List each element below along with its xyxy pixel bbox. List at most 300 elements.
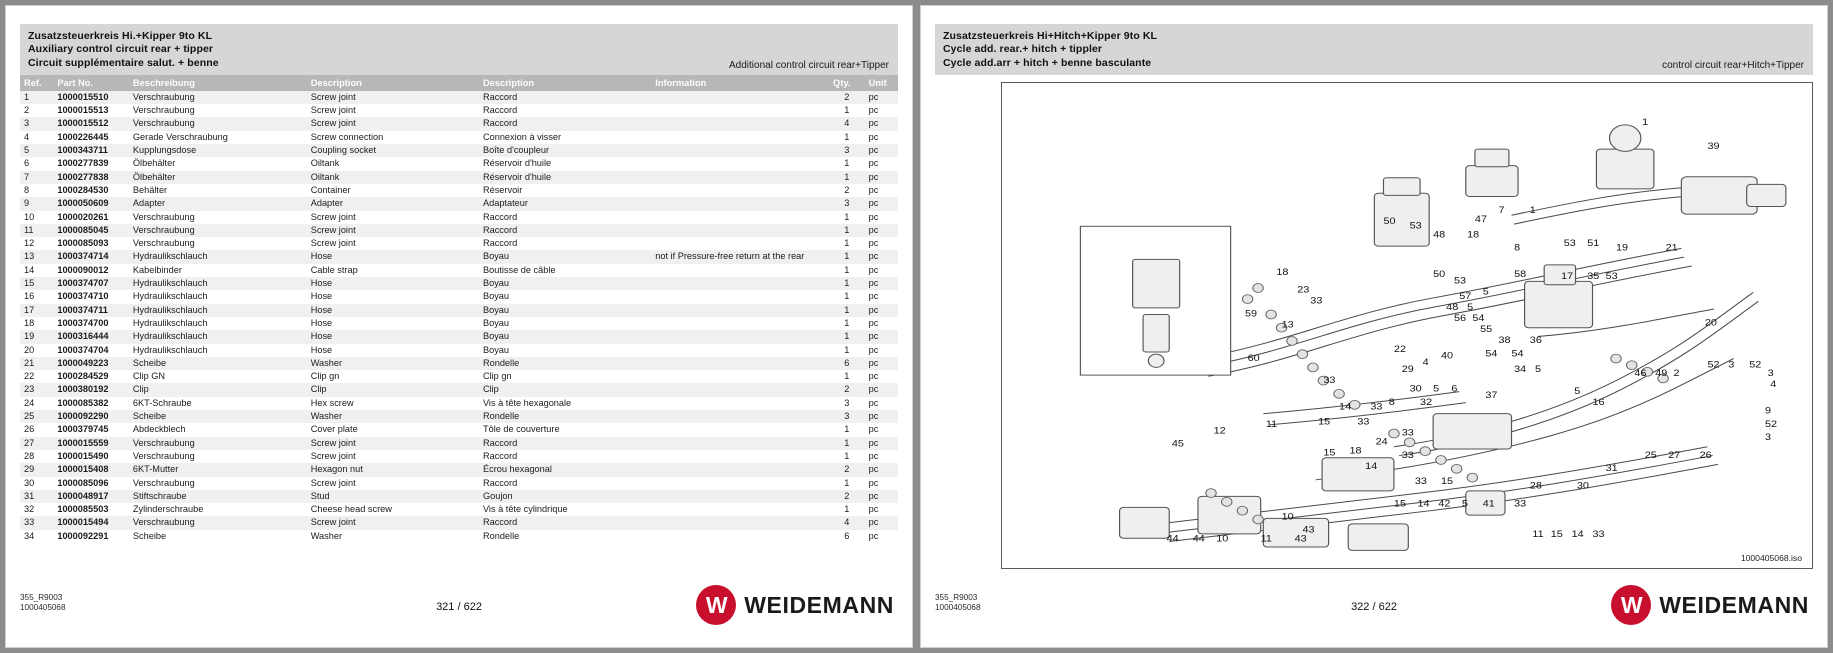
- col-header-unit[interactable]: Unit: [865, 75, 898, 91]
- table-header-row: [20, 75, 898, 91]
- cell-description-fr: Boyau: [482, 317, 510, 328]
- cell-qty: 3: [844, 198, 850, 209]
- cell-description-de: Hydraulikschlauch: [132, 251, 208, 262]
- cell-unit: pc: [868, 278, 879, 289]
- cell-information: [651, 357, 829, 370]
- cell-information: [651, 410, 829, 423]
- svg-text:5: 5: [1467, 302, 1474, 313]
- cell-description-fr: Réservoir d'huile: [482, 171, 552, 182]
- cell-description-en: Washer: [310, 530, 343, 541]
- cell-part-no: 1000085045: [57, 224, 109, 235]
- cell-description-en: Hexagon nut: [310, 464, 363, 475]
- cell-qty: 3: [844, 397, 850, 408]
- svg-text:53: 53: [1563, 238, 1576, 249]
- svg-text:8: 8: [1388, 397, 1395, 408]
- cell-description-de: Verschraubung: [132, 91, 195, 102]
- svg-text:13: 13: [1281, 320, 1294, 331]
- schematic-hoses: [1159, 188, 1759, 545]
- cell-information: [651, 383, 829, 396]
- table-row[interactable]: [20, 437, 898, 450]
- cell-unit: pc: [868, 131, 879, 142]
- cell-unit: pc: [868, 224, 879, 235]
- cell-description-en: Screw joint: [310, 238, 356, 249]
- table-row[interactable]: [20, 330, 898, 343]
- cell-part-no: 1000085093: [57, 238, 109, 249]
- weidemann-w-icon: W: [696, 585, 736, 625]
- cell-description-de: Zylinderschraube: [132, 504, 204, 515]
- col-header-en[interactable]: Description: [307, 75, 479, 91]
- svg-text:18: 18: [1276, 267, 1289, 278]
- table-row[interactable]: [20, 290, 898, 303]
- table-row[interactable]: [20, 264, 898, 277]
- cell-unit: pc: [868, 397, 879, 408]
- table-row[interactable]: [20, 157, 898, 170]
- table-row[interactable]: [20, 503, 898, 516]
- schematic-svg: [1002, 83, 1812, 568]
- cell-information: [651, 423, 829, 436]
- cell-description-en: Hose: [310, 278, 333, 289]
- col-header-info[interactable]: Information: [651, 75, 829, 91]
- cell-part-no: 1000049223: [57, 357, 109, 368]
- cell-ref: 21: [24, 357, 35, 368]
- cell-qty: 2: [844, 490, 850, 501]
- cell-information: [651, 530, 829, 543]
- cell-description-fr: Clip: [482, 384, 499, 395]
- svg-text:59: 59: [1245, 309, 1258, 320]
- svg-text:44: 44: [1192, 534, 1205, 545]
- cell-information: [651, 516, 829, 529]
- right-page-number: 322 / 622: [1351, 601, 1397, 613]
- cell-unit: pc: [868, 344, 879, 355]
- cell-description-en: Hose: [310, 304, 333, 315]
- cell-part-no: 1000015494: [57, 517, 109, 528]
- table-row[interactable]: [20, 277, 898, 290]
- cell-description-fr: Écrou hexagonal: [482, 464, 552, 475]
- cell-description-fr: Raccord: [482, 118, 518, 129]
- cell-ref: 15: [24, 278, 35, 289]
- cell-information: [651, 290, 829, 303]
- cell-description-fr: Boyau: [482, 344, 510, 355]
- cell-ref: 5: [24, 145, 30, 156]
- schematic-components: [1080, 125, 1785, 550]
- svg-text:53: 53: [1409, 221, 1422, 232]
- cell-qty: 2: [844, 184, 850, 195]
- cell-description-fr: Vis à tête cylindrique: [482, 504, 568, 515]
- right-title-line-de: Zusatzsteuerkreis Hi+Hitch+Kipper 9to KL: [943, 30, 1158, 42]
- svg-text:3: 3: [1764, 432, 1771, 443]
- cell-part-no: 1000015559: [57, 437, 109, 448]
- svg-text:11: 11: [1265, 419, 1278, 430]
- cell-description-de: Stiftschraube: [132, 490, 187, 501]
- cell-description-en: Adapter: [310, 198, 343, 209]
- svg-text:15: 15: [1323, 448, 1336, 459]
- svg-text:33: 33: [1514, 498, 1527, 510]
- cell-ref: 3: [24, 118, 30, 129]
- svg-text:43: 43: [1302, 525, 1315, 536]
- cell-unit: pc: [868, 184, 879, 195]
- cell-qty: 1: [844, 477, 850, 488]
- cell-part-no: 1000374700: [57, 317, 109, 328]
- cell-qty: 1: [844, 371, 850, 382]
- cell-qty: 6: [844, 357, 850, 368]
- svg-text:54: 54: [1485, 349, 1498, 360]
- cell-information: [651, 437, 829, 450]
- cell-part-no: 1000380192: [57, 384, 109, 395]
- cell-description-de: Ölbehälter: [132, 158, 176, 169]
- table-row[interactable]: [20, 344, 898, 357]
- cell-part-no: 1000015408: [57, 464, 109, 475]
- table-row[interactable]: [20, 423, 898, 436]
- cell-qty: 1: [844, 437, 850, 448]
- svg-text:43: 43: [1294, 534, 1307, 545]
- cell-description-de: Scheibe: [132, 411, 167, 422]
- svg-text:52: 52: [1764, 419, 1778, 430]
- cell-description-de: Clip: [132, 384, 149, 395]
- cell-description-de: Hydraulikschlauch: [132, 317, 208, 328]
- svg-text:55: 55: [1480, 324, 1493, 335]
- cell-ref: 29: [24, 464, 35, 475]
- right-title-line-fr: Cycle add.arr + hitch + benne basculante: [943, 56, 1152, 69]
- svg-text:31: 31: [1605, 463, 1618, 474]
- cell-qty: 1: [844, 304, 850, 315]
- cell-ref: 33: [24, 517, 35, 528]
- cell-part-no: 1000374710: [57, 291, 109, 302]
- table-row[interactable]: [20, 211, 898, 224]
- cell-description-de: Verschraubung: [132, 224, 195, 235]
- cell-description-en: Cable strap: [310, 264, 358, 275]
- svg-text:14: 14: [1339, 401, 1352, 413]
- cell-ref: 16: [24, 291, 35, 302]
- svg-text:11: 11: [1260, 534, 1272, 545]
- table-row[interactable]: [20, 144, 898, 157]
- cell-qty: 2: [844, 464, 850, 475]
- cell-information: [651, 197, 829, 210]
- svg-text:5: 5: [1461, 498, 1468, 510]
- svg-text:36: 36: [1529, 335, 1542, 346]
- col-header-ref[interactable]: Ref.: [20, 75, 53, 91]
- svg-text:18: 18: [1467, 230, 1480, 241]
- cell-qty: 1: [844, 158, 850, 169]
- cell-description-fr: Raccord: [482, 517, 518, 528]
- svg-text:26: 26: [1699, 450, 1712, 461]
- svg-text:14: 14: [1417, 498, 1430, 510]
- table-row[interactable]: [20, 370, 898, 383]
- cell-ref: 13: [24, 251, 35, 262]
- cell-unit: pc: [868, 171, 879, 182]
- svg-text:18: 18: [1349, 446, 1362, 457]
- cell-description-en: Screw joint: [310, 91, 356, 102]
- cell-qty: 1: [844, 105, 850, 116]
- cell-description-fr: Réservoir: [482, 184, 523, 195]
- title-line-de: Zusatzsteuerkreis Hi.+Kipper 9to KL: [28, 30, 213, 42]
- svg-text:32: 32: [1420, 397, 1433, 408]
- cell-unit: pc: [868, 517, 879, 528]
- cell-ref: 20: [24, 344, 35, 355]
- right-doc-code-line1: 355_R9003: [935, 593, 978, 602]
- cell-information: [651, 157, 829, 170]
- cell-qty: 1: [844, 238, 850, 249]
- cell-part-no: 1000015510: [57, 91, 109, 102]
- cell-information: [651, 450, 829, 463]
- cell-description-en: Clip gn: [310, 371, 340, 382]
- cell-part-no: 1000284530: [57, 184, 109, 195]
- cell-description-fr: Raccord: [482, 91, 518, 102]
- cell-description-fr: Raccord: [482, 211, 518, 222]
- cell-description-de: Verschraubung: [132, 118, 195, 129]
- hydraulic-schematic-diagram: [1001, 82, 1813, 569]
- table-row[interactable]: [20, 516, 898, 529]
- svg-text:48: 48: [1446, 302, 1459, 313]
- table-row[interactable]: [20, 250, 898, 263]
- svg-text:52: 52: [1749, 360, 1762, 371]
- cell-information: [651, 503, 829, 516]
- svg-text:50: 50: [1433, 269, 1446, 280]
- cell-part-no: 1000085382: [57, 397, 109, 408]
- cell-part-no: 1000015513: [57, 105, 109, 116]
- cell-information: [651, 224, 829, 237]
- svg-text:48: 48: [1433, 230, 1446, 241]
- cell-part-no: 1000277839: [57, 158, 109, 169]
- svg-text:6: 6: [1451, 384, 1458, 395]
- svg-text:42: 42: [1438, 498, 1451, 510]
- cell-description-fr: Raccord: [482, 105, 518, 116]
- cell-description-en: Hex screw: [310, 397, 354, 408]
- cell-information: [651, 91, 829, 104]
- cell-qty: 4: [844, 118, 850, 129]
- cell-description-en: Cheese head screw: [310, 504, 392, 515]
- table-row[interactable]: [20, 317, 898, 330]
- cell-part-no: 1000048917: [57, 490, 109, 501]
- cell-part-no: 1000092291: [57, 530, 109, 541]
- svg-text:33: 33: [1310, 296, 1323, 307]
- svg-text:17: 17: [1561, 271, 1574, 282]
- svg-text:5: 5: [1574, 386, 1581, 397]
- cell-description-fr: Rondelle: [482, 411, 520, 422]
- cell-unit: pc: [868, 291, 879, 302]
- cell-description-de: Hydraulikschlauch: [132, 331, 208, 342]
- cell-description-de: Verschraubung: [132, 238, 195, 249]
- cell-part-no: 1000374707: [57, 278, 109, 289]
- cell-part-no: 1000374714: [57, 251, 109, 262]
- svg-text:33: 33: [1592, 529, 1605, 540]
- svg-text:40: 40: [1440, 351, 1454, 362]
- table-row[interactable]: [20, 184, 898, 197]
- table-row[interactable]: [20, 104, 898, 117]
- table-row[interactable]: [20, 477, 898, 490]
- parts-table-body: [20, 91, 898, 543]
- diagram-iso-label: 1000405068.iso: [1740, 553, 1802, 563]
- col-header-fr[interactable]: Description: [479, 75, 651, 91]
- cell-description-fr: Connexion à visser: [482, 131, 562, 142]
- cell-description-de: Ölbehälter: [132, 171, 176, 182]
- svg-text:45: 45: [1171, 439, 1184, 450]
- svg-text:41: 41: [1482, 498, 1495, 510]
- cell-unit: pc: [868, 424, 879, 435]
- cell-information: not if Pressure-free return at the rear: [655, 251, 805, 262]
- left-doc-code-line1: 355_R9003: [20, 593, 63, 602]
- cell-description-en: Cover plate: [310, 424, 358, 435]
- left-page-number: 321 / 622: [436, 601, 482, 613]
- table-row[interactable]: [20, 237, 898, 250]
- svg-text:4: 4: [1770, 379, 1777, 390]
- cell-ref: 2: [24, 105, 30, 116]
- cell-description-en: Washer: [310, 357, 343, 368]
- table-row[interactable]: [20, 410, 898, 423]
- svg-text:33: 33: [1414, 476, 1427, 487]
- cell-part-no: 1000226445: [57, 131, 109, 142]
- cell-unit: pc: [868, 304, 879, 315]
- table-row[interactable]: [20, 304, 898, 317]
- svg-text:3: 3: [1728, 360, 1735, 371]
- cell-description-fr: Boyau: [482, 304, 510, 315]
- cell-description-de: Hydraulikschlauch: [132, 278, 208, 289]
- cell-ref: 28: [24, 450, 35, 461]
- cell-description-de: Verschraubung: [132, 211, 195, 222]
- svg-text:60: 60: [1247, 353, 1260, 364]
- cell-unit: pc: [868, 504, 879, 515]
- svg-text:30: 30: [1409, 384, 1422, 395]
- cell-ref: 30: [24, 477, 35, 488]
- right-brand-logo: [1611, 585, 1809, 625]
- cell-information: [651, 397, 829, 410]
- cell-description-de: Scheibe: [132, 530, 167, 541]
- table-row[interactable]: [20, 171, 898, 184]
- left-brand-logo: [696, 585, 894, 625]
- cell-unit: pc: [868, 198, 879, 209]
- cell-part-no: 1000015490: [57, 450, 109, 461]
- svg-text:3: 3: [1767, 368, 1774, 379]
- catalog-page-right: [920, 5, 1828, 648]
- cell-description-fr: Rondelle: [482, 357, 520, 368]
- cell-description-en: Screw joint: [310, 437, 356, 448]
- cell-description-de: Hydraulikschlauch: [132, 304, 208, 315]
- cell-unit: pc: [868, 251, 879, 262]
- cell-description-de: Scheibe: [132, 357, 167, 368]
- svg-text:7: 7: [1498, 205, 1505, 216]
- table-row[interactable]: [20, 450, 898, 463]
- cell-ref: 26: [24, 424, 35, 435]
- cell-qty: 6: [844, 530, 850, 541]
- table-row[interactable]: [20, 463, 898, 476]
- cell-description-fr: Boîte d'coupleur: [482, 145, 550, 156]
- svg-text:30: 30: [1576, 481, 1589, 492]
- svg-text:27: 27: [1668, 450, 1681, 461]
- svg-text:24: 24: [1375, 437, 1388, 448]
- cell-qty: 1: [844, 450, 850, 461]
- svg-text:22: 22: [1393, 344, 1406, 355]
- cell-ref: 1: [24, 91, 30, 102]
- svg-text:9: 9: [1764, 406, 1771, 417]
- cell-description-de: Hydraulikschlauch: [132, 344, 208, 355]
- cell-information: [651, 237, 829, 250]
- cell-information: [651, 330, 829, 343]
- cell-information: [651, 317, 829, 330]
- cell-unit: pc: [868, 357, 879, 368]
- cell-description-fr: Raccord: [482, 477, 518, 488]
- left-brand-name: WEIDEMANN: [744, 591, 894, 618]
- table-row[interactable]: [20, 383, 898, 396]
- cell-part-no: 1000090012: [57, 264, 109, 275]
- cell-ref: 18: [24, 317, 35, 328]
- cell-description-fr: Clip gn: [482, 371, 512, 382]
- cell-description-fr: Boyau: [482, 291, 510, 302]
- cell-description-fr: Vis à tête hexagonale: [482, 397, 572, 408]
- cell-ref: 17: [24, 304, 35, 315]
- cell-ref: 4: [24, 131, 30, 142]
- title-line-fr: Circuit supplémentaire salut. + benne: [28, 56, 219, 69]
- cell-qty: 1: [844, 211, 850, 222]
- cell-information: [651, 171, 829, 184]
- cell-ref: 14: [24, 264, 35, 275]
- cell-ref: 27: [24, 437, 35, 448]
- cell-ref: 32: [24, 504, 35, 515]
- left-doc-code-line2: 1000405068: [20, 603, 66, 612]
- table-row[interactable]: [20, 131, 898, 144]
- svg-text:35: 35: [1587, 271, 1600, 282]
- col-header-de[interactable]: Beschreibung: [129, 75, 307, 91]
- svg-text:10: 10: [1281, 512, 1294, 523]
- table-row[interactable]: [20, 490, 898, 503]
- cell-information: [651, 304, 829, 317]
- table-row[interactable]: [20, 117, 898, 130]
- svg-text:4: 4: [1422, 357, 1429, 368]
- cell-unit: pc: [868, 384, 879, 395]
- cell-unit: pc: [868, 450, 879, 461]
- cell-description-en: Container: [310, 184, 351, 195]
- right-title-block: [935, 24, 1813, 75]
- cell-information: [651, 117, 829, 130]
- col-header-part-no[interactable]: Part No.: [53, 75, 129, 91]
- table-row[interactable]: [20, 357, 898, 370]
- svg-text:8: 8: [1514, 243, 1521, 254]
- table-row[interactable]: [20, 91, 898, 104]
- table-row[interactable]: [20, 197, 898, 210]
- cell-part-no: 1000015512: [57, 118, 109, 129]
- table-row[interactable]: [20, 530, 898, 543]
- cell-description-en: Stud: [310, 490, 330, 501]
- cell-ref: 7: [24, 171, 30, 182]
- svg-text:20: 20: [1704, 318, 1717, 329]
- cell-part-no: 1000277838: [57, 171, 109, 182]
- svg-text:12: 12: [1213, 426, 1226, 437]
- cell-description-fr: Raccord: [482, 437, 518, 448]
- cell-qty: 1: [844, 317, 850, 328]
- cell-information: [651, 463, 829, 476]
- svg-text:21: 21: [1665, 243, 1678, 254]
- cell-unit: pc: [868, 158, 879, 169]
- table-row[interactable]: [20, 397, 898, 410]
- col-header-qty[interactable]: Qty.: [829, 75, 865, 91]
- right-doc-code-line2: 1000405068: [935, 603, 981, 612]
- cell-description-en: Oiltank: [310, 158, 340, 169]
- svg-text:49: 49: [1655, 368, 1668, 379]
- cell-information: [651, 144, 829, 157]
- cell-qty: 1: [844, 278, 850, 289]
- svg-text:37: 37: [1485, 390, 1498, 401]
- cell-description-en: Oiltank: [310, 171, 340, 182]
- cell-description-en: Screw joint: [310, 105, 356, 116]
- svg-text:58: 58: [1514, 269, 1527, 280]
- cell-ref: 25: [24, 411, 35, 422]
- cell-qty: 2: [844, 384, 850, 395]
- left-sheet-content: [6, 6, 912, 647]
- table-row[interactable]: [20, 224, 898, 237]
- cell-qty: 1: [844, 291, 850, 302]
- left-footer: [6, 569, 912, 647]
- cell-description-de: Behälter: [132, 184, 168, 195]
- svg-text:56: 56: [1454, 313, 1467, 324]
- cell-unit: pc: [868, 530, 879, 541]
